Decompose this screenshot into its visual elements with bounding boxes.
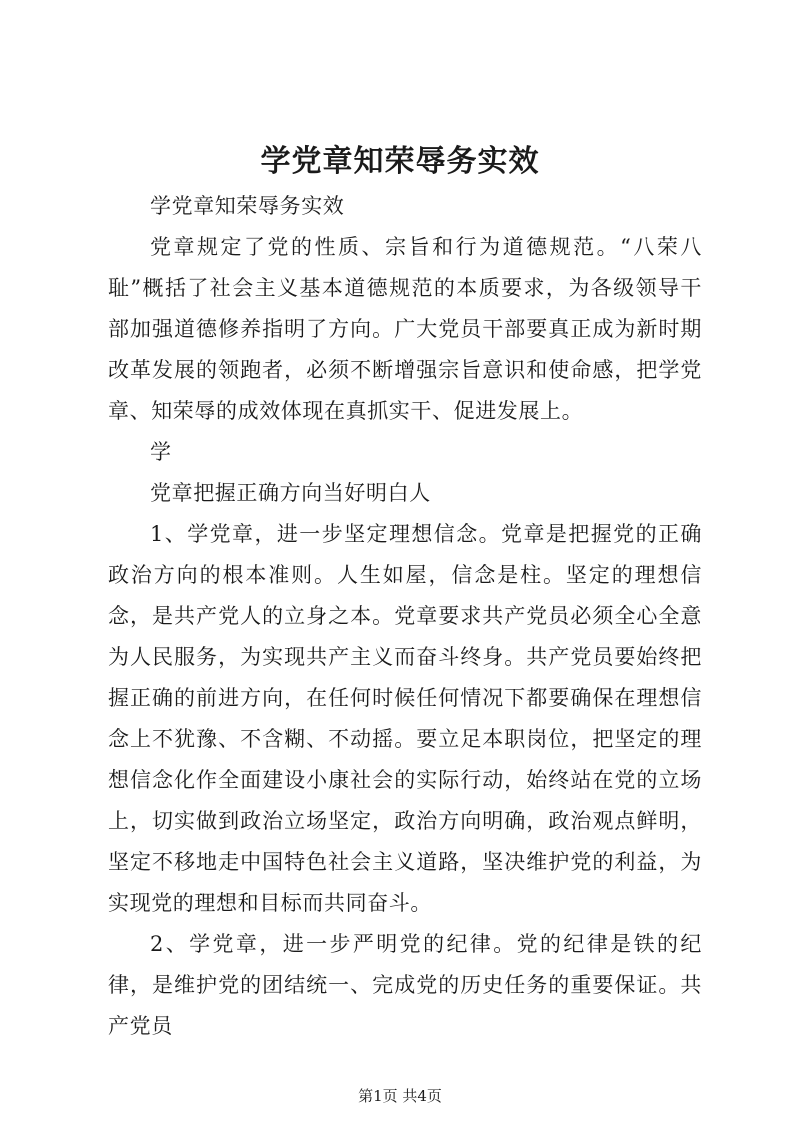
paragraph: 党章规定了党的性质、宗旨和行为道德规范。“八荣八耻”概括了社会主义基本道德规范的本质要求，为各级领导干部加强道德修养指明了方向。广大党员干部要真正成为新时期改革发展的领跑者，必须不断增强宗旨意识和使命感，把学党章、知荣辱的成效体现在真抓实干、促进发展上。	[108, 235, 702, 423]
paragraph: 党章把握正确方向当好明白人	[150, 481, 431, 505]
paragraph: 2、学党章，进一步严明党的纪律。党的纪律是铁的纪律，是维护党的团结统一、完成党的历史任务的重要保证。共产党员	[108, 932, 702, 1038]
document-title: 学党章知荣辱务实效	[260, 144, 540, 179]
page-footer: 第1页 共4页	[358, 1087, 442, 1105]
document-body	[108, 186, 702, 1047]
paragraph: 学党章知荣辱务实效	[150, 194, 345, 218]
paragraph: 1、学党章，进一步坚定理想信念。党章是把握党的正确政治方向的根本准则。人生如屋，信念是柱。坚定的理想信念，是共产党人的立身之本。党章要求共产党员必须全心全意为人民服务，为实现共产主义而奋斗终身。共产党员要始终把握正确的前进方向，在任何时候任何情况下都要确保在理想信念上不犹豫、不含糊、不动摇。要立足本职岗位，把坚定的理想信念化作全面建设小康社会的实际行动，始终站在党的立场上，切实做到政治立场坚定，政治方向明确，政治观点鲜明，坚定不移地走中国特色社会主义道路，坚决维护党的利益，为实现党的理想和目标而共同奋斗。	[108, 522, 702, 915]
paragraph: 学	[150, 440, 172, 464]
